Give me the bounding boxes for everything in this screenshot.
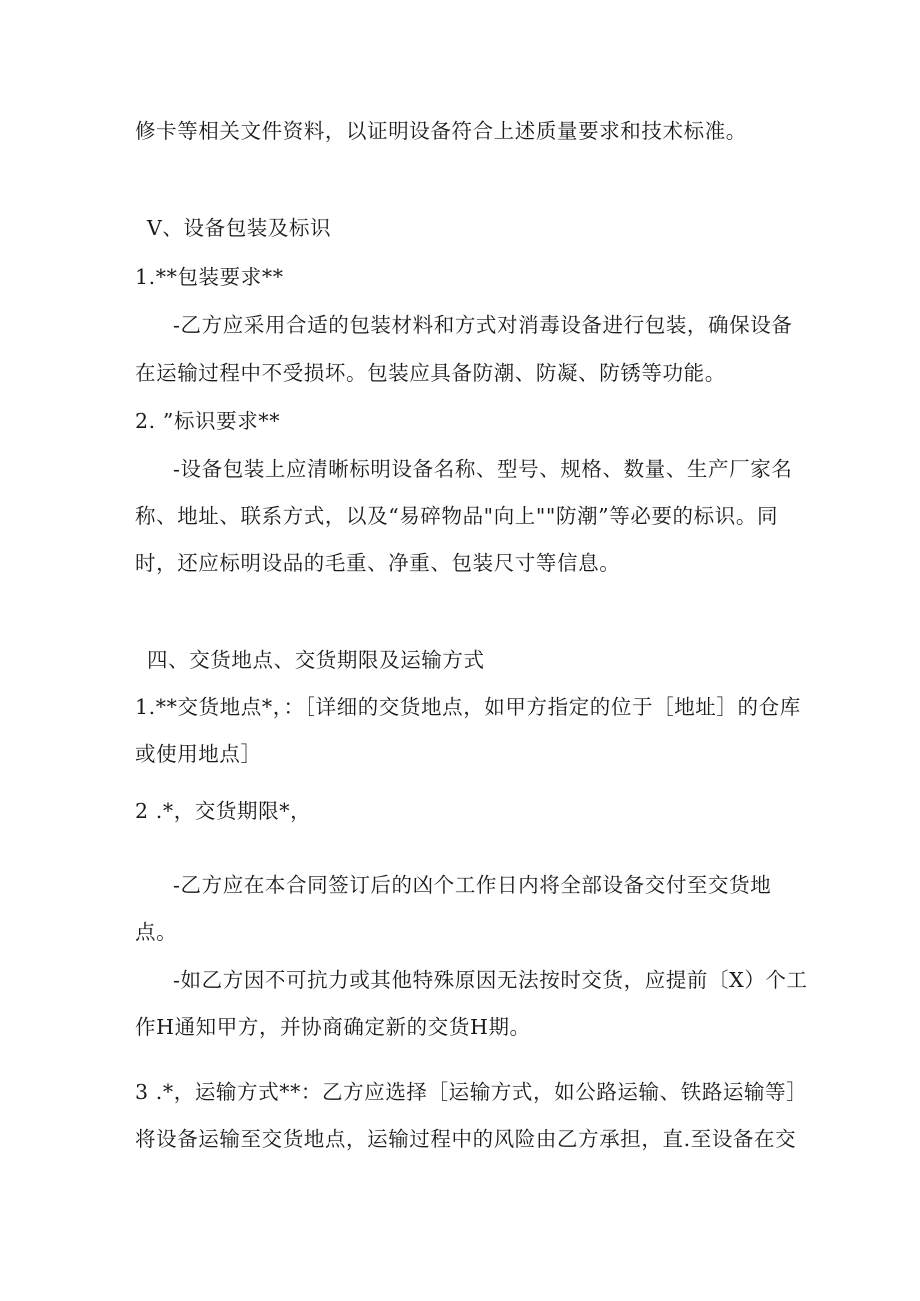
paragraph-line: -如乙方因不可抗力或其他特殊原因无法按时交货，应提前〔X）个工	[173, 968, 808, 992]
subsection-heading: 2 .*，交货期限*，	[135, 799, 312, 823]
subsection-heading: 1.**交货地点*，：［详细的交货地点，如甲方指定的位于［地址］的仓库	[135, 695, 801, 719]
subsection-heading: 2. ”标识要求**	[135, 409, 281, 433]
subsection-heading: 3 .*，运输方式**：乙方应选择［运输方式，如公路运输、铁路运输等］	[135, 1080, 808, 1104]
paragraph-line: 修卡等相关文件资料，以证明设备符合上述质量要求和技术标准。	[135, 119, 747, 143]
section-heading: 四、交货地点、交货期限及运输方式	[147, 648, 485, 672]
paragraph-line: -乙方应采用合适的包装材料和方式对消毒设备进行包装，确保设备	[173, 313, 793, 337]
paragraph-line: 称、地址、联系方式，以及“易碎物品"向上""防潮”等必要的标识。同	[135, 504, 779, 528]
paragraph-line: 在运输过程中不受损坏。包装应具备防潮、防凝、防锈等功能。	[135, 361, 726, 385]
paragraph-line: 将设备运输至交货地点，运输过程中的风险由乙方承担，直.至设备在交	[135, 1127, 797, 1151]
paragraph-line: -乙方应在本合同签订后的凶个工作日内将全部设备交付至交货地	[173, 873, 772, 897]
paragraph-line: 或使用地点］	[135, 742, 262, 766]
subsection-heading: 1.**包装要求**	[135, 265, 284, 289]
paragraph-line: 点。	[135, 920, 178, 944]
paragraph-line: -设备包装上应清晰标明设备名称、型号、规格、数量、生产厂家名	[173, 457, 793, 481]
paragraph-line: 作H通知甲方，并协商确定新的交货H期。	[135, 1015, 531, 1039]
paragraph-line: 时，还应标明设品的毛重、净重、包装尺寸等信息。	[135, 551, 621, 575]
section-heading: V、设备包装及标识	[147, 216, 332, 240]
